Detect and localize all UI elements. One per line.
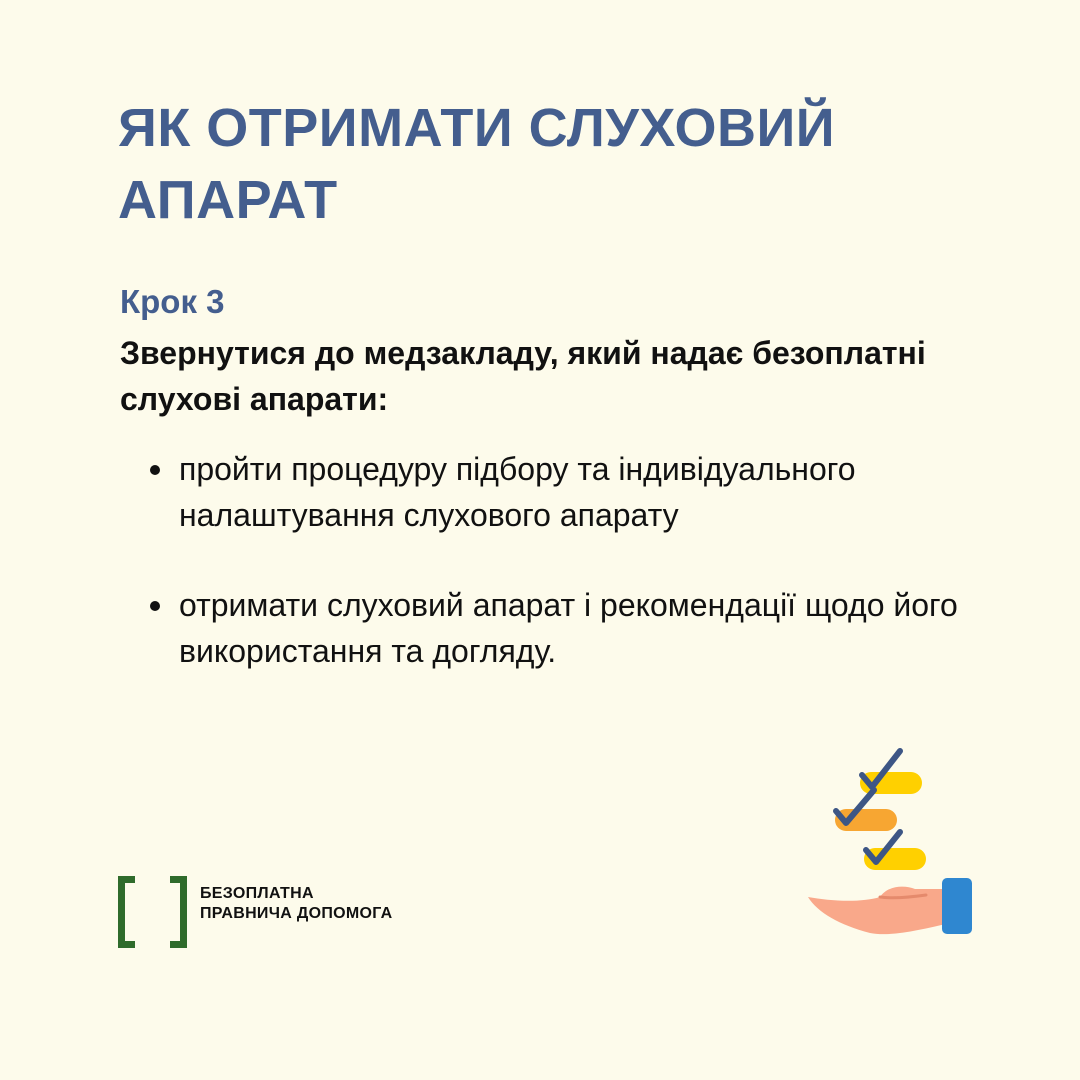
hand-checklist-icon [800, 745, 980, 945]
bullet-dot-icon [150, 601, 160, 611]
bracket-logo-icon [170, 876, 187, 948]
bullet-list [148, 446, 1028, 718]
page-title: ЯК ОТРИМАТИ СЛУХОВИЙ АПАРАТ [118, 98, 836, 230]
bracket-logo-icon [118, 876, 135, 948]
bullet-dot-icon [150, 465, 160, 475]
logo-line-2: ПРАВНИЧА ДОПОМОГА [200, 905, 393, 922]
list-item-text: отримати слуховий апарат і рекомендації щодо його використання та догляду. [179, 587, 958, 669]
list-item [148, 446, 1028, 538]
list-item-text: пройти процедуру підбору та індивідуального налаштування слухового апарату [179, 451, 856, 533]
logo-line-1: БЕЗОПЛАТНА [200, 885, 314, 902]
instruction-text: Звернутися до медзакладу, який надає безоплатні слухові апарати: [120, 335, 926, 417]
logo [118, 876, 438, 938]
list-item [148, 582, 1028, 674]
logo-text [200, 884, 392, 924]
hand-icon [808, 887, 950, 935]
sleeve-cuff-icon [942, 878, 972, 934]
step-label: Крок 3 [120, 283, 225, 320]
